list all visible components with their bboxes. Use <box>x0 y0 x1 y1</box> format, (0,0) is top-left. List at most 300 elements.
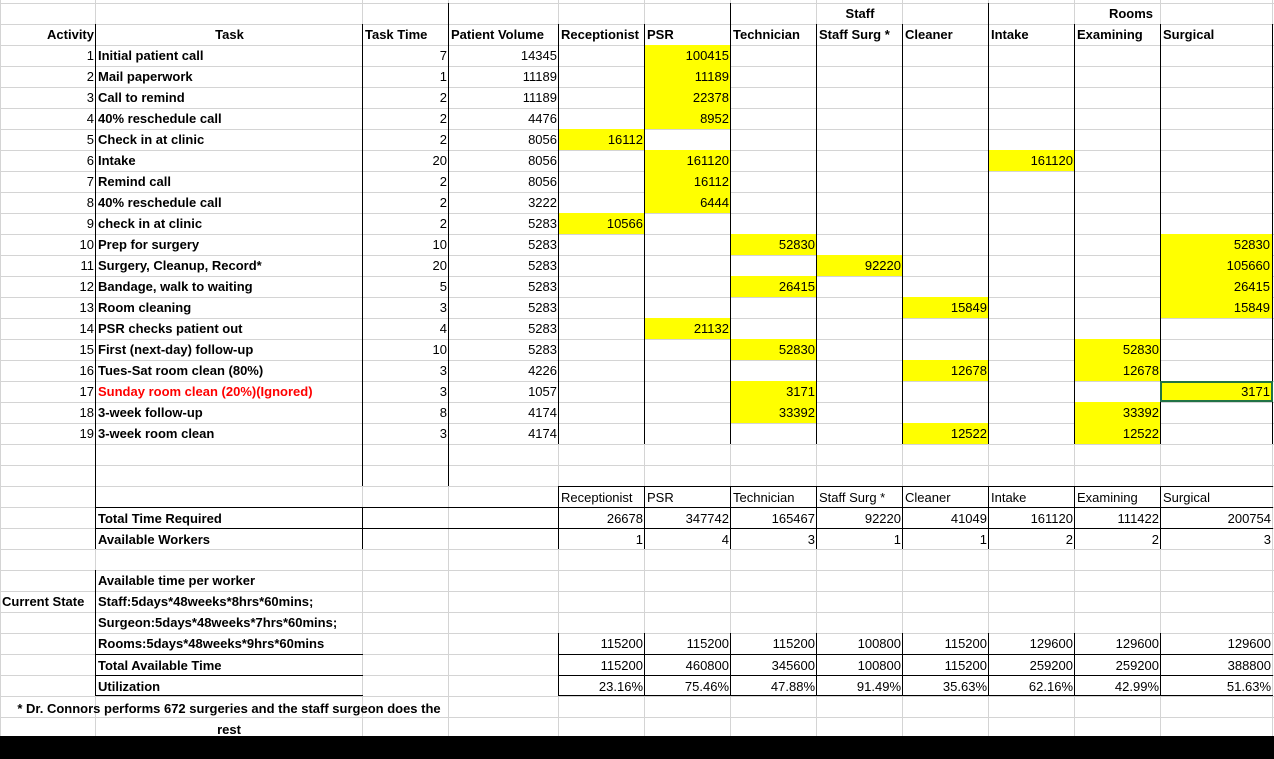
resource-examining-cell[interactable] <box>1074 45 1161 66</box>
resource-psr-cell[interactable] <box>644 234 731 255</box>
workers-value[interactable]: 3 <box>1160 528 1273 549</box>
task-time[interactable]: 20 <box>362 150 449 171</box>
resource-examining-cell[interactable] <box>1074 213 1161 234</box>
total-time-value[interactable]: 347742 <box>644 507 731 528</box>
task-time[interactable]: 2 <box>362 213 449 234</box>
activity-number[interactable]: 14 <box>79 321 94 336</box>
resource-cleaner-cell[interactable] <box>902 171 989 192</box>
header-blank[interactable] <box>558 3 731 24</box>
resource-cleaner-cell[interactable] <box>902 66 989 87</box>
resource-cleaner-cell[interactable] <box>902 255 989 276</box>
patient-volume[interactable]: 5283 <box>448 213 559 234</box>
task-name[interactable]: Surgery, Cleanup, Record* <box>95 255 363 276</box>
resource-staff-surg-cell[interactable] <box>816 45 903 66</box>
avail-per-worker-value[interactable]: 115200 <box>902 633 989 654</box>
utilization-value[interactable]: 51.63% <box>1160 675 1273 696</box>
patient-volume[interactable]: 1057 <box>448 381 559 402</box>
avail-label-line2[interactable]: Staff:5days*48weeks*8hrs*60mins; <box>95 591 363 612</box>
resource-intake-cell[interactable] <box>988 171 1075 192</box>
task-name[interactable]: 40% reschedule call <box>95 108 363 129</box>
resource-technician-cell[interactable] <box>730 297 817 318</box>
column-header-intake[interactable]: Intake <box>988 24 1075 45</box>
resource-intake-cell[interactable] <box>988 255 1075 276</box>
resource-intake-cell[interactable] <box>988 108 1075 129</box>
resource-cleaner-cell[interactable] <box>902 129 989 150</box>
column-header-technician[interactable]: Technician <box>730 24 817 45</box>
patient-volume[interactable]: 8056 <box>448 150 559 171</box>
column-header-examining[interactable]: Examining <box>1074 24 1161 45</box>
activity-number[interactable]: 3 <box>86 90 94 105</box>
workers-label[interactable]: Available Workers <box>95 528 363 549</box>
resource-psr-cell[interactable] <box>644 402 731 423</box>
task-name[interactable]: Sunday room clean (20%)(Ignored) <box>95 381 363 402</box>
utilization-value[interactable]: 75.46% <box>644 675 731 696</box>
task-time[interactable]: 2 <box>362 171 449 192</box>
activity-number[interactable]: 19 <box>79 426 94 441</box>
resource-surgical-cell[interactable] <box>1160 150 1273 171</box>
resource-surgical-cell[interactable] <box>1160 339 1273 360</box>
activity-number[interactable]: 12 <box>79 279 94 294</box>
total-avail-value[interactable]: 115200 <box>558 654 645 675</box>
resource-receptionist-cell[interactable] <box>558 234 645 255</box>
resource-staff-surg-cell[interactable] <box>816 234 903 255</box>
task-time[interactable]: 3 <box>362 381 449 402</box>
resource-psr-cell[interactable]: 6444 <box>644 192 731 213</box>
summary-column-label[interactable]: PSR <box>644 486 731 507</box>
resource-surgical-cell[interactable]: 52830 <box>1160 234 1273 255</box>
workers-value[interactable]: 1 <box>558 528 645 549</box>
resource-technician-cell[interactable]: 26415 <box>730 276 817 297</box>
total-avail-value[interactable]: 115200 <box>902 654 989 675</box>
activity-number[interactable]: 17 <box>79 384 94 399</box>
resource-cleaner-cell[interactable]: 15849 <box>902 297 989 318</box>
activity-number[interactable]: 16 <box>79 363 94 378</box>
resource-cleaner-cell[interactable] <box>902 276 989 297</box>
resource-examining-cell[interactable] <box>1074 192 1161 213</box>
patient-volume[interactable]: 4226 <box>448 360 559 381</box>
task-time[interactable]: 20 <box>362 255 449 276</box>
task-name[interactable]: check in at clinic <box>95 213 363 234</box>
resource-staff-surg-cell[interactable] <box>816 108 903 129</box>
resource-cleaner-cell[interactable]: 12522 <box>902 423 989 444</box>
resource-technician-cell[interactable] <box>730 87 817 108</box>
column-header-task-time[interactable]: Task Time <box>362 24 449 45</box>
resource-staff-surg-cell[interactable] <box>816 213 903 234</box>
utilization-value[interactable]: 62.16% <box>988 675 1075 696</box>
avail-per-worker-value[interactable]: 115200 <box>730 633 817 654</box>
resource-cleaner-cell[interactable] <box>902 87 989 108</box>
total-avail-value[interactable]: 460800 <box>644 654 731 675</box>
resource-staff-surg-cell[interactable] <box>816 192 903 213</box>
resource-staff-surg-cell[interactable] <box>816 339 903 360</box>
resource-technician-cell[interactable] <box>730 171 817 192</box>
task-name[interactable]: 3-week room clean <box>95 423 363 444</box>
resource-technician-cell[interactable] <box>730 66 817 87</box>
patient-volume[interactable]: 11189 <box>448 66 559 87</box>
resource-intake-cell[interactable] <box>988 339 1075 360</box>
activity-number[interactable]: 9 <box>86 216 94 231</box>
resource-cleaner-cell[interactable] <box>902 108 989 129</box>
resource-cleaner-cell[interactable] <box>902 402 989 423</box>
group-header-staff[interactable]: Staff <box>730 3 989 24</box>
column-header-patient-volume[interactable]: Patient Volume <box>448 24 559 45</box>
resource-technician-cell[interactable] <box>730 108 817 129</box>
task-time[interactable]: 3 <box>362 297 449 318</box>
resource-technician-cell[interactable]: 33392 <box>730 402 817 423</box>
avail-label-line4[interactable]: Rooms:5days*48weeks*9hrs*60mins <box>95 633 363 654</box>
utilization-label[interactable]: Utilization <box>95 675 363 696</box>
resource-receptionist-cell[interactable] <box>558 297 645 318</box>
resource-receptionist-cell[interactable] <box>558 171 645 192</box>
summary-blank[interactable] <box>362 507 559 528</box>
resource-technician-cell[interactable] <box>730 318 817 339</box>
total-avail-label[interactable]: Total Available Time <box>95 654 363 675</box>
workers-value[interactable]: 1 <box>816 528 903 549</box>
patient-volume[interactable]: 11189 <box>448 87 559 108</box>
activity-number[interactable]: 4 <box>86 111 94 126</box>
resource-receptionist-cell[interactable] <box>558 360 645 381</box>
resource-psr-cell[interactable]: 16112 <box>644 171 731 192</box>
resource-technician-cell[interactable] <box>730 423 817 444</box>
resource-intake-cell[interactable] <box>988 129 1075 150</box>
task-name[interactable]: Room cleaning <box>95 297 363 318</box>
resource-cleaner-cell[interactable] <box>902 150 989 171</box>
resource-surgical-cell[interactable] <box>1160 360 1273 381</box>
task-time[interactable]: 2 <box>362 87 449 108</box>
resource-intake-cell[interactable] <box>988 213 1075 234</box>
workers-value[interactable]: 3 <box>730 528 817 549</box>
task-time[interactable]: 10 <box>362 339 449 360</box>
avail-per-worker-value[interactable]: 115200 <box>644 633 731 654</box>
column-header-activity[interactable]: Activity <box>47 27 94 42</box>
resource-surgical-cell[interactable] <box>1160 171 1273 192</box>
resource-examining-cell[interactable] <box>1074 87 1161 108</box>
resource-cleaner-cell[interactable]: 12678 <box>902 360 989 381</box>
avail-per-worker-value[interactable]: 100800 <box>816 633 903 654</box>
current-state-label[interactable]: Current State <box>2 594 85 609</box>
resource-psr-cell[interactable] <box>644 423 731 444</box>
resource-examining-cell[interactable] <box>1074 150 1161 171</box>
resource-cleaner-cell[interactable] <box>902 192 989 213</box>
column-header-staff-surg[interactable]: Staff Surg * <box>816 24 903 45</box>
resource-cleaner-cell[interactable] <box>902 213 989 234</box>
resource-staff-surg-cell[interactable] <box>816 171 903 192</box>
activity-number[interactable]: 1 <box>86 48 94 63</box>
patient-volume[interactable]: 5283 <box>448 318 559 339</box>
resource-surgical-cell[interactable] <box>1160 423 1273 444</box>
resource-examining-cell[interactable] <box>1074 381 1161 402</box>
resource-technician-cell[interactable] <box>730 255 817 276</box>
task-name[interactable]: Intake <box>95 150 363 171</box>
patient-volume[interactable]: 8056 <box>448 171 559 192</box>
resource-receptionist-cell[interactable]: 10566 <box>558 213 645 234</box>
resource-intake-cell[interactable]: 161120 <box>988 150 1075 171</box>
empty-cell[interactable] <box>95 465 363 486</box>
resource-surgical-cell[interactable]: 15849 <box>1160 297 1273 318</box>
task-time[interactable]: 2 <box>362 129 449 150</box>
header-blank[interactable] <box>448 3 559 24</box>
total-time-value[interactable]: 41049 <box>902 507 989 528</box>
patient-volume[interactable]: 8056 <box>448 129 559 150</box>
resource-examining-cell[interactable]: 52830 <box>1074 339 1161 360</box>
resource-surgical-cell[interactable] <box>1160 213 1273 234</box>
task-time[interactable]: 4 <box>362 318 449 339</box>
task-name[interactable]: Mail paperwork <box>95 66 363 87</box>
task-name[interactable]: Initial patient call <box>95 45 363 66</box>
summary-column-label[interactable]: Staff Surg * <box>816 486 903 507</box>
patient-volume[interactable]: 5283 <box>448 339 559 360</box>
resource-intake-cell[interactable] <box>988 192 1075 213</box>
avail-label-line1[interactable]: Available time per worker <box>95 570 363 591</box>
resource-psr-cell[interactable]: 11189 <box>644 66 731 87</box>
task-name[interactable]: Tues-Sat room clean (80%) <box>95 360 363 381</box>
patient-volume[interactable]: 14345 <box>448 45 559 66</box>
total-avail-value[interactable]: 259200 <box>988 654 1075 675</box>
resource-receptionist-cell[interactable] <box>558 423 645 444</box>
resource-surgical-cell[interactable]: 3171 <box>1160 381 1273 402</box>
resource-receptionist-cell[interactable] <box>558 255 645 276</box>
resource-cleaner-cell[interactable] <box>902 234 989 255</box>
utilization-value[interactable]: 91.49% <box>816 675 903 696</box>
resource-examining-cell[interactable] <box>1074 171 1161 192</box>
total-time-value[interactable]: 92220 <box>816 507 903 528</box>
resource-intake-cell[interactable] <box>988 45 1075 66</box>
resource-technician-cell[interactable] <box>730 45 817 66</box>
avail-per-worker-value[interactable]: 129600 <box>988 633 1075 654</box>
activity-number[interactable]: 8 <box>86 195 94 210</box>
resource-examining-cell[interactable] <box>1074 108 1161 129</box>
task-time[interactable]: 1 <box>362 66 449 87</box>
avail-label-line3[interactable]: Surgeon:5days*48weeks*7hrs*60mins; <box>95 612 363 633</box>
resource-examining-cell[interactable] <box>1074 129 1161 150</box>
empty-cell[interactable] <box>448 444 559 465</box>
resource-staff-surg-cell[interactable] <box>816 87 903 108</box>
resource-cleaner-cell[interactable] <box>902 339 989 360</box>
resource-surgical-cell[interactable] <box>1160 45 1273 66</box>
avail-per-worker-value[interactable]: 115200 <box>558 633 645 654</box>
total-avail-value[interactable]: 388800 <box>1160 654 1273 675</box>
resource-staff-surg-cell[interactable] <box>816 381 903 402</box>
empty-cell[interactable] <box>362 444 449 465</box>
task-time[interactable]: 3 <box>362 423 449 444</box>
resource-staff-surg-cell[interactable] <box>816 423 903 444</box>
total-time-value[interactable]: 26678 <box>558 507 645 528</box>
total-time-value[interactable]: 200754 <box>1160 507 1273 528</box>
column-header-task[interactable]: Task <box>95 24 363 45</box>
resource-receptionist-cell[interactable] <box>558 318 645 339</box>
resource-cleaner-cell[interactable] <box>902 318 989 339</box>
summary-blank[interactable] <box>362 528 559 549</box>
resource-surgical-cell[interactable] <box>1160 318 1273 339</box>
patient-volume[interactable]: 5283 <box>448 297 559 318</box>
summary-column-label[interactable]: Surgical <box>1160 486 1273 507</box>
utilization-value[interactable]: 23.16% <box>558 675 645 696</box>
patient-volume[interactable]: 5283 <box>448 276 559 297</box>
total-avail-value[interactable]: 100800 <box>816 654 903 675</box>
patient-volume[interactable]: 4174 <box>448 402 559 423</box>
total-time-value[interactable]: 111422 <box>1074 507 1161 528</box>
workers-value[interactable]: 2 <box>1074 528 1161 549</box>
resource-staff-surg-cell[interactable] <box>816 276 903 297</box>
resource-psr-cell[interactable] <box>644 360 731 381</box>
resource-examining-cell[interactable]: 33392 <box>1074 402 1161 423</box>
resource-staff-surg-cell[interactable] <box>816 402 903 423</box>
empty-cell[interactable] <box>448 465 559 486</box>
task-time[interactable]: 7 <box>362 45 449 66</box>
resource-examining-cell[interactable] <box>1074 276 1161 297</box>
resource-surgical-cell[interactable] <box>1160 66 1273 87</box>
task-time[interactable]: 8 <box>362 402 449 423</box>
patient-volume[interactable]: 5283 <box>448 255 559 276</box>
summary-column-label[interactable]: Intake <box>988 486 1075 507</box>
resource-psr-cell[interactable] <box>644 255 731 276</box>
resource-intake-cell[interactable] <box>988 276 1075 297</box>
activity-number[interactable]: 7 <box>86 174 94 189</box>
resource-staff-surg-cell[interactable] <box>816 66 903 87</box>
resource-technician-cell[interactable] <box>730 192 817 213</box>
resource-receptionist-cell[interactable] <box>558 381 645 402</box>
resource-technician-cell[interactable] <box>730 150 817 171</box>
task-name[interactable]: 3-week follow-up <box>95 402 363 423</box>
resource-examining-cell[interactable]: 12678 <box>1074 360 1161 381</box>
task-time[interactable]: 2 <box>362 192 449 213</box>
activity-number[interactable]: 18 <box>79 405 94 420</box>
total-time-value[interactable]: 165467 <box>730 507 817 528</box>
task-time[interactable]: 5 <box>362 276 449 297</box>
resource-cleaner-cell[interactable] <box>902 45 989 66</box>
resource-intake-cell[interactable] <box>988 402 1075 423</box>
resource-receptionist-cell[interactable] <box>558 402 645 423</box>
utilization-value[interactable]: 35.63% <box>902 675 989 696</box>
patient-volume[interactable]: 4476 <box>448 108 559 129</box>
task-name[interactable]: PSR checks patient out <box>95 318 363 339</box>
resource-surgical-cell[interactable] <box>1160 402 1273 423</box>
total-avail-value[interactable]: 345600 <box>730 654 817 675</box>
avail-per-worker-value[interactable]: 129600 <box>1074 633 1161 654</box>
task-time[interactable]: 2 <box>362 108 449 129</box>
resource-psr-cell[interactable] <box>644 297 731 318</box>
resource-receptionist-cell[interactable] <box>558 66 645 87</box>
workers-value[interactable]: 4 <box>644 528 731 549</box>
resource-surgical-cell[interactable] <box>1160 129 1273 150</box>
resource-examining-cell[interactable] <box>1074 297 1161 318</box>
task-name[interactable]: Remind call <box>95 171 363 192</box>
resource-staff-surg-cell[interactable]: 92220 <box>816 255 903 276</box>
summary-column-label[interactable]: Technician <box>730 486 817 507</box>
resource-receptionist-cell[interactable] <box>558 108 645 129</box>
column-header-cleaner[interactable]: Cleaner <box>902 24 989 45</box>
activity-number[interactable]: 2 <box>86 69 94 84</box>
resource-surgical-cell[interactable]: 105660 <box>1160 255 1273 276</box>
total-avail-value[interactable]: 259200 <box>1074 654 1161 675</box>
resource-intake-cell[interactable] <box>988 318 1075 339</box>
utilization-value[interactable]: 42.99% <box>1074 675 1161 696</box>
resource-psr-cell[interactable]: 22378 <box>644 87 731 108</box>
resource-surgical-cell[interactable]: 26415 <box>1160 276 1273 297</box>
task-name[interactable]: Bandage, walk to waiting <box>95 276 363 297</box>
summary-column-label[interactable]: Receptionist <box>558 486 645 507</box>
resource-technician-cell[interactable]: 52830 <box>730 234 817 255</box>
resource-surgical-cell[interactable] <box>1160 192 1273 213</box>
resource-technician-cell[interactable]: 3171 <box>730 381 817 402</box>
resource-cleaner-cell[interactable] <box>902 381 989 402</box>
activity-number[interactable]: 15 <box>79 342 94 357</box>
empty-cell[interactable] <box>95 444 363 465</box>
resource-psr-cell[interactable]: 100415 <box>644 45 731 66</box>
resource-receptionist-cell[interactable] <box>558 150 645 171</box>
patient-volume[interactable]: 5283 <box>448 234 559 255</box>
task-name[interactable]: Prep for surgery <box>95 234 363 255</box>
resource-psr-cell[interactable]: 8952 <box>644 108 731 129</box>
resource-intake-cell[interactable] <box>988 66 1075 87</box>
empty-cell[interactable] <box>362 465 449 486</box>
resource-technician-cell[interactable]: 52830 <box>730 339 817 360</box>
patient-volume[interactable]: 3222 <box>448 192 559 213</box>
resource-psr-cell[interactable] <box>644 381 731 402</box>
resource-examining-cell[interactable] <box>1074 66 1161 87</box>
resource-surgical-cell[interactable] <box>1160 87 1273 108</box>
total-time-value[interactable]: 161120 <box>988 507 1075 528</box>
task-time[interactable]: 3 <box>362 360 449 381</box>
resource-examining-cell[interactable] <box>1074 255 1161 276</box>
column-header-receptionist[interactable]: Receptionist <box>558 24 645 45</box>
total-time-label[interactable]: Total Time Required <box>95 507 363 528</box>
task-name[interactable]: Check in at clinic <box>95 129 363 150</box>
activity-number[interactable]: 13 <box>79 300 94 315</box>
resource-intake-cell[interactable] <box>988 360 1075 381</box>
resource-intake-cell[interactable] <box>988 234 1075 255</box>
activity-number[interactable]: 10 <box>79 237 94 252</box>
resource-intake-cell[interactable] <box>988 423 1075 444</box>
task-name[interactable]: First (next-day) follow-up <box>95 339 363 360</box>
patient-volume[interactable]: 4174 <box>448 423 559 444</box>
summary-column-label[interactable]: Cleaner <box>902 486 989 507</box>
column-header-psr[interactable]: PSR <box>644 24 731 45</box>
workers-value[interactable]: 2 <box>988 528 1075 549</box>
resource-intake-cell[interactable] <box>988 87 1075 108</box>
resource-examining-cell[interactable]: 12522 <box>1074 423 1161 444</box>
resource-intake-cell[interactable] <box>988 381 1075 402</box>
resource-examining-cell[interactable] <box>1074 318 1161 339</box>
activity-number[interactable]: 11 <box>80 258 94 273</box>
activity-number[interactable]: 5 <box>86 132 94 147</box>
task-name[interactable]: 40% reschedule call <box>95 192 363 213</box>
resource-psr-cell[interactable]: 161120 <box>644 150 731 171</box>
resource-staff-surg-cell[interactable] <box>816 129 903 150</box>
activity-number[interactable]: 6 <box>86 153 94 168</box>
resource-psr-cell[interactable] <box>644 213 731 234</box>
resource-psr-cell[interactable] <box>644 129 731 150</box>
summary-column-label[interactable]: Examining <box>1074 486 1161 507</box>
utilization-value[interactable]: 47.88% <box>730 675 817 696</box>
resource-staff-surg-cell[interactable] <box>816 318 903 339</box>
resource-examining-cell[interactable] <box>1074 234 1161 255</box>
resource-technician-cell[interactable] <box>730 129 817 150</box>
avail-per-worker-value[interactable]: 129600 <box>1160 633 1273 654</box>
resource-staff-surg-cell[interactable] <box>816 360 903 381</box>
column-header-surgical[interactable]: Surgical <box>1160 24 1273 45</box>
resource-staff-surg-cell[interactable] <box>816 297 903 318</box>
resource-psr-cell[interactable] <box>644 276 731 297</box>
resource-surgical-cell[interactable] <box>1160 108 1273 129</box>
task-name[interactable]: Call to remind <box>95 87 363 108</box>
resource-intake-cell[interactable] <box>988 297 1075 318</box>
group-header-rooms[interactable]: Rooms <box>988 3 1273 24</box>
resource-receptionist-cell[interactable]: 16112 <box>558 129 645 150</box>
resource-receptionist-cell[interactable] <box>558 339 645 360</box>
resource-receptionist-cell[interactable] <box>558 87 645 108</box>
resource-psr-cell[interactable] <box>644 339 731 360</box>
